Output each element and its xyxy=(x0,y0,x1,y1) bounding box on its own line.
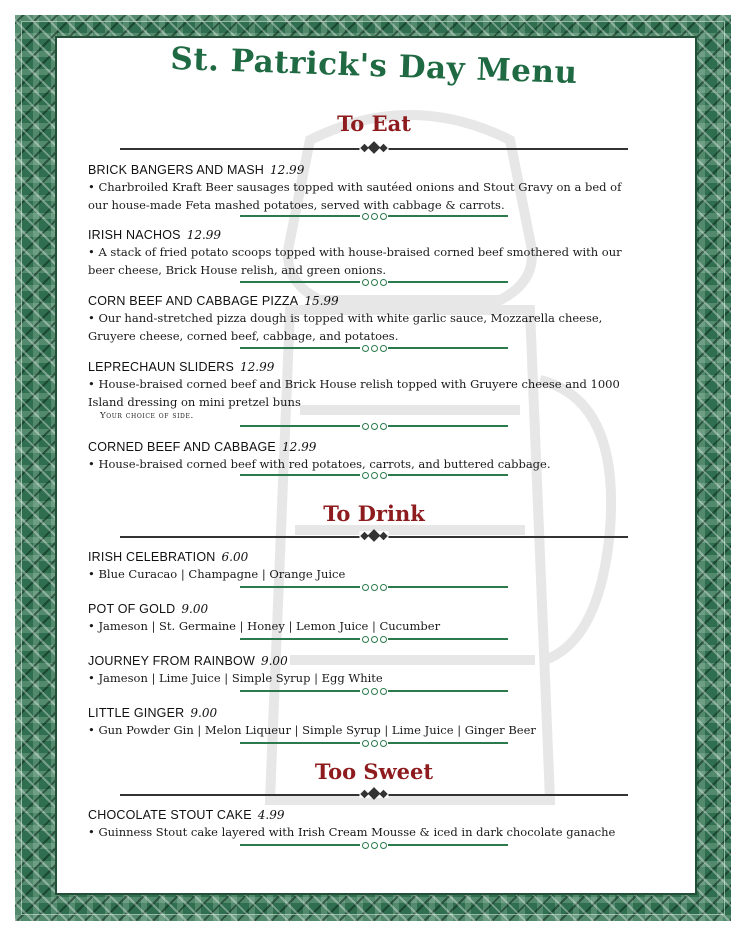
menu-item xyxy=(88,159,648,214)
item-description: • House-braised corned beef and Brick House relish topped with Gruyere cheese and 1000 xyxy=(88,377,620,391)
item-divider xyxy=(240,635,508,643)
item-description: • Charbroiled Kraft Beer sausages topped with sautéed onions and Stout Gravy on a bed of xyxy=(88,180,622,194)
menu-item xyxy=(88,804,648,841)
section-rule xyxy=(120,789,628,801)
item-name: JOURNEY FROM RAINBOW xyxy=(88,654,255,668)
item-divider xyxy=(240,278,508,286)
item-price: 12.99 xyxy=(240,360,275,374)
item-divider xyxy=(240,841,508,849)
item-description: • Jameson | Lime Juice | Simple Syrup | Egg White xyxy=(88,671,383,685)
item-description: our house-made Feta mashed potatoes, served with cabbage & carrots. xyxy=(88,198,505,212)
menu-item xyxy=(88,356,648,421)
item-name: IRISH CELEBRATION xyxy=(88,550,216,564)
item-description: • Guinness Stout cake layered with Irish Cream Mousse & iced in dark chocolate ganache xyxy=(88,825,616,839)
item-description: Island dressing on mini pretzel buns xyxy=(88,395,301,409)
item-divider xyxy=(240,739,508,747)
item-name: CORNED BEEF AND CABBAGE xyxy=(88,440,276,454)
item-description: • A stack of fried potato scoops topped with house-braised corned beef smothered with our xyxy=(88,245,622,259)
menu-title: St. Patrick's Day Menu xyxy=(169,40,579,92)
item-description: beer cheese, Brick House relish, and green onions. xyxy=(88,263,387,277)
menu-item xyxy=(88,650,648,687)
item-description: • Jameson | St. Germaine | Honey | Lemon Juice | Cucumber xyxy=(88,619,441,633)
item-divider xyxy=(240,344,508,352)
item-name: IRISH NACHOS xyxy=(88,228,181,242)
item-divider xyxy=(240,471,508,479)
menu-item xyxy=(88,598,648,635)
item-name: LEPRECHAUN SLIDERS xyxy=(88,360,235,374)
item-price: 9.00 xyxy=(190,706,218,720)
item-price: 6.00 xyxy=(221,550,249,564)
item-price: 4.99 xyxy=(257,808,285,822)
item-description: • Gun Powder Gin | Melon Liqueur | Simple Syrup | Lime Juice | Ginger Beer xyxy=(88,723,536,737)
section-heading-sweet: Too Sweet xyxy=(314,759,434,784)
item-divider xyxy=(240,687,508,695)
item-divider xyxy=(240,422,508,430)
item-description: • House-braised corned beef with red potatoes, carrots, and buttered cabbage. xyxy=(88,457,551,471)
item-description: • Our hand-stretched pizza dough is topped with white garlic sauce, Mozzarella cheese, xyxy=(88,311,603,325)
item-price: 15.99 xyxy=(304,294,339,308)
section-heading-drink: To Drink xyxy=(323,501,425,526)
menu-item xyxy=(88,702,648,739)
item-name: CHOCOLATE STOUT CAKE xyxy=(88,808,252,822)
item-divider xyxy=(240,583,508,591)
menu-item xyxy=(88,436,648,473)
item-price: 12.99 xyxy=(186,228,222,242)
item-name: CORN BEEF AND CABBAGE PIZZA xyxy=(88,294,299,308)
item-name: POT OF GOLD xyxy=(88,602,176,616)
item-description: Gruyere cheese, corned beef, cabbage, and potatoes. xyxy=(88,329,399,343)
item-name: LITTLE GINGER xyxy=(88,706,185,720)
item-price: 12.99 xyxy=(269,163,305,177)
item-note: Your choice of side. xyxy=(100,411,194,421)
item-divider xyxy=(240,212,508,220)
section-rule xyxy=(120,143,628,155)
item-name: BRICK BANGERS AND MASH xyxy=(88,163,264,177)
item-price: 12.99 xyxy=(281,440,317,454)
menu-item xyxy=(88,546,648,583)
section-rule xyxy=(120,531,628,543)
menu-item xyxy=(88,224,648,279)
section-heading-eat: To Eat xyxy=(337,111,411,136)
item-description: • Blue Curacao | Champagne | Orange Juice xyxy=(88,567,346,581)
item-price: 9.00 xyxy=(260,654,288,668)
menu-item xyxy=(88,290,648,345)
item-price: 9.00 xyxy=(181,602,209,616)
